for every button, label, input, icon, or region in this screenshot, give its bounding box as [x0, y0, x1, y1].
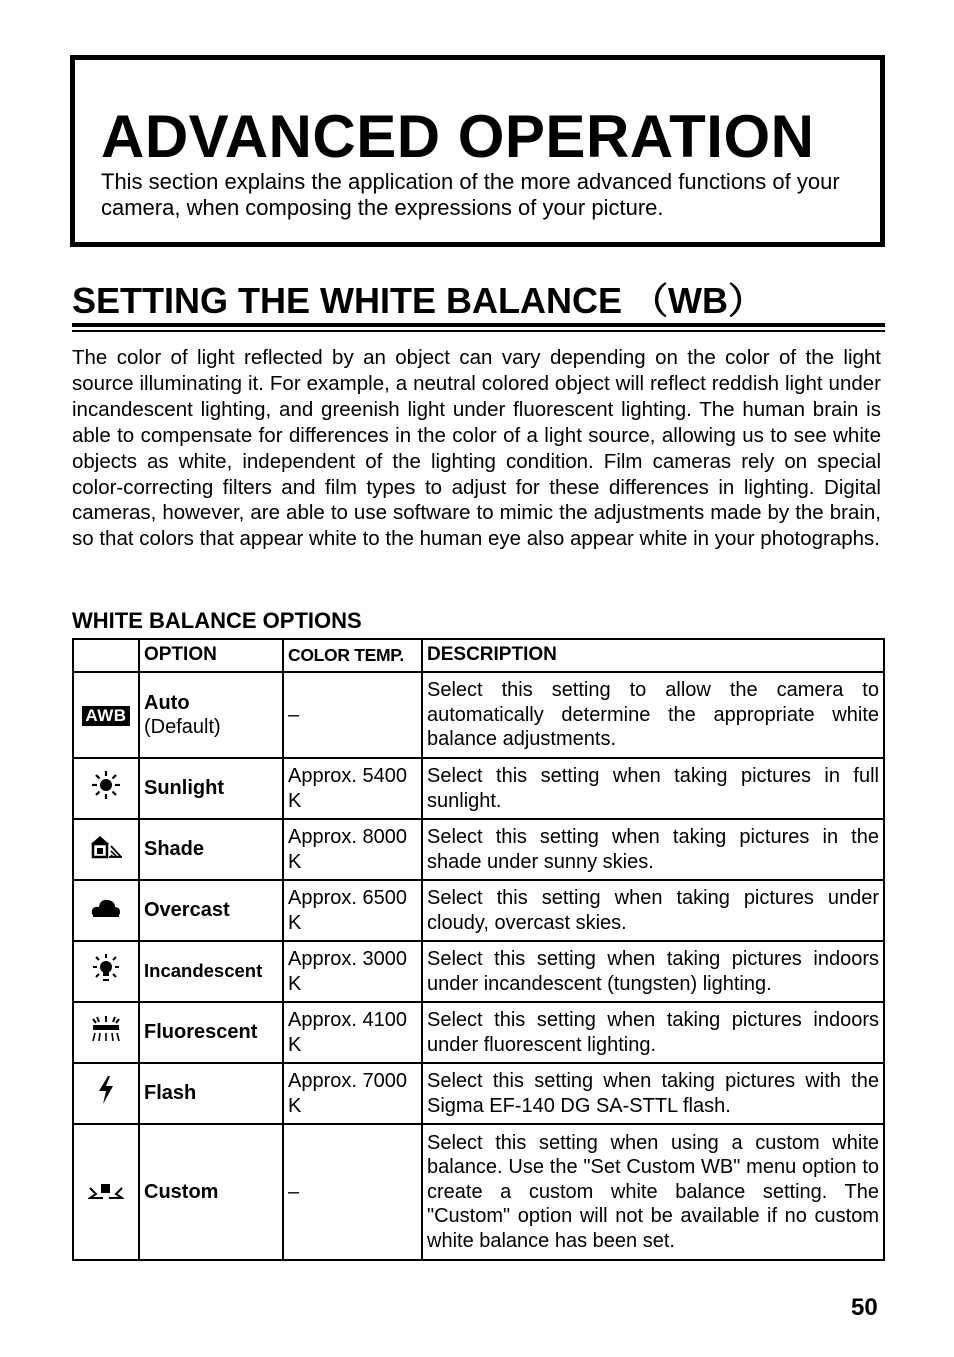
option-name: Incandescent: [139, 941, 283, 1002]
section-description: This section explains the application of the more advanced functions of your camera, when composing the expressions of your picture.: [101, 169, 840, 220]
section-title: SETTING THE WHITE BALANCE （WB）: [72, 280, 764, 321]
option-name: Fluorescent: [139, 1002, 283, 1063]
color-temp: Approx. 7000 K: [283, 1063, 422, 1124]
intro-paragraph: The color of light reflected by an object can vary depending on the color of the light source illuminating it. For example, a neutral colored object will reflect reddish light under incandescent lighting, and greenish light under fluorescent lighting. The human brain is able to compensate for differences in the color of a light source, allowing us to see white objects as white, independent of the lighting condition. Film cameras rely on special color-correcting filters and film types to adjust for these differences in lighting. Digital cameras, however, are able to use software to mimic the adjustments made by the brain, so that colors that appear white to the human eye also appear white in your photographs.: [72, 346, 881, 551]
page-title: ADVANCED OPERATION: [101, 103, 815, 170]
option-description: Select this setting when taking pictures with the Sigma EF-140 DG SA-STTL flash.: [422, 1063, 884, 1124]
flash-icon: [96, 1075, 116, 1105]
option-description: Select this setting when taking pictures indoors under fluorescent lighting.: [422, 1002, 884, 1063]
title-rule-thick: [72, 323, 885, 327]
option-name: Custom: [139, 1124, 283, 1260]
color-temp: Approx. 8000 K: [283, 819, 422, 880]
option-description: Select this setting when using a custom white balance. Use the "Set Custom WB" menu option to create a custom white balance setting. The "Custom" option will not be available if no custom white balance has been set.: [422, 1124, 884, 1260]
color-temp: –: [283, 1124, 422, 1260]
header-description: DESCRIPTION: [422, 639, 884, 672]
table-heading: WHITE BALANCE OPTIONS: [72, 608, 362, 633]
option-name: Sunlight: [139, 758, 283, 819]
option-description: Select this setting when taking pictures under cloudy, overcast skies.: [422, 880, 884, 941]
option-name: Auto: [144, 691, 190, 714]
header-color-temp: COLOR TEMP.: [283, 639, 422, 672]
sunlight-icon: [91, 770, 121, 800]
option-name: Shade: [139, 819, 283, 880]
color-temp: Approx. 5400 K: [283, 758, 422, 819]
color-temp: Approx. 6500 K: [283, 880, 422, 941]
table-row: [73, 819, 884, 880]
color-temp: –: [283, 672, 422, 758]
option-name: Flash: [139, 1063, 283, 1124]
table-header-row: [73, 639, 884, 672]
awb-icon-cell: [73, 672, 139, 758]
option-description: Select this setting when taking pictures in the shade under sunny skies.: [422, 819, 884, 880]
table-row: [73, 758, 884, 819]
section-banner: [70, 55, 885, 247]
header-icon-cell: [73, 639, 139, 672]
overcast-icon: [90, 895, 122, 919]
page-number: 50: [851, 1294, 878, 1321]
option-description: Select this setting to allow the camera to automatically determine the appropriate white balance adjustments.: [422, 672, 884, 758]
table-row: [73, 941, 884, 1002]
custom-icon: [88, 1178, 124, 1200]
color-temp: Approx. 4100 K: [283, 1002, 422, 1063]
table-row: [73, 1002, 884, 1063]
fluorescent-icon: [90, 1015, 122, 1043]
option-name: Overcast: [139, 880, 283, 941]
incandescent-icon: [91, 953, 121, 983]
color-temp: Approx. 3000 K: [283, 941, 422, 1002]
table-row: [73, 1063, 884, 1124]
white-balance-table: [72, 638, 885, 1261]
title-rule-thin: [72, 330, 885, 332]
table-row: [73, 1124, 884, 1260]
header-option: OPTION: [139, 639, 283, 672]
shade-icon: [89, 833, 123, 859]
option-description: Select this setting when taking pictures in full sunlight.: [422, 758, 884, 819]
option-description: Select this setting when taking pictures indoors under incandescent (tungsten) lighting.: [422, 941, 884, 1002]
awb-icon: AWB: [82, 706, 129, 726]
table-row: [73, 880, 884, 941]
table-row: [73, 672, 884, 758]
option-note: (Default): [144, 716, 221, 738]
